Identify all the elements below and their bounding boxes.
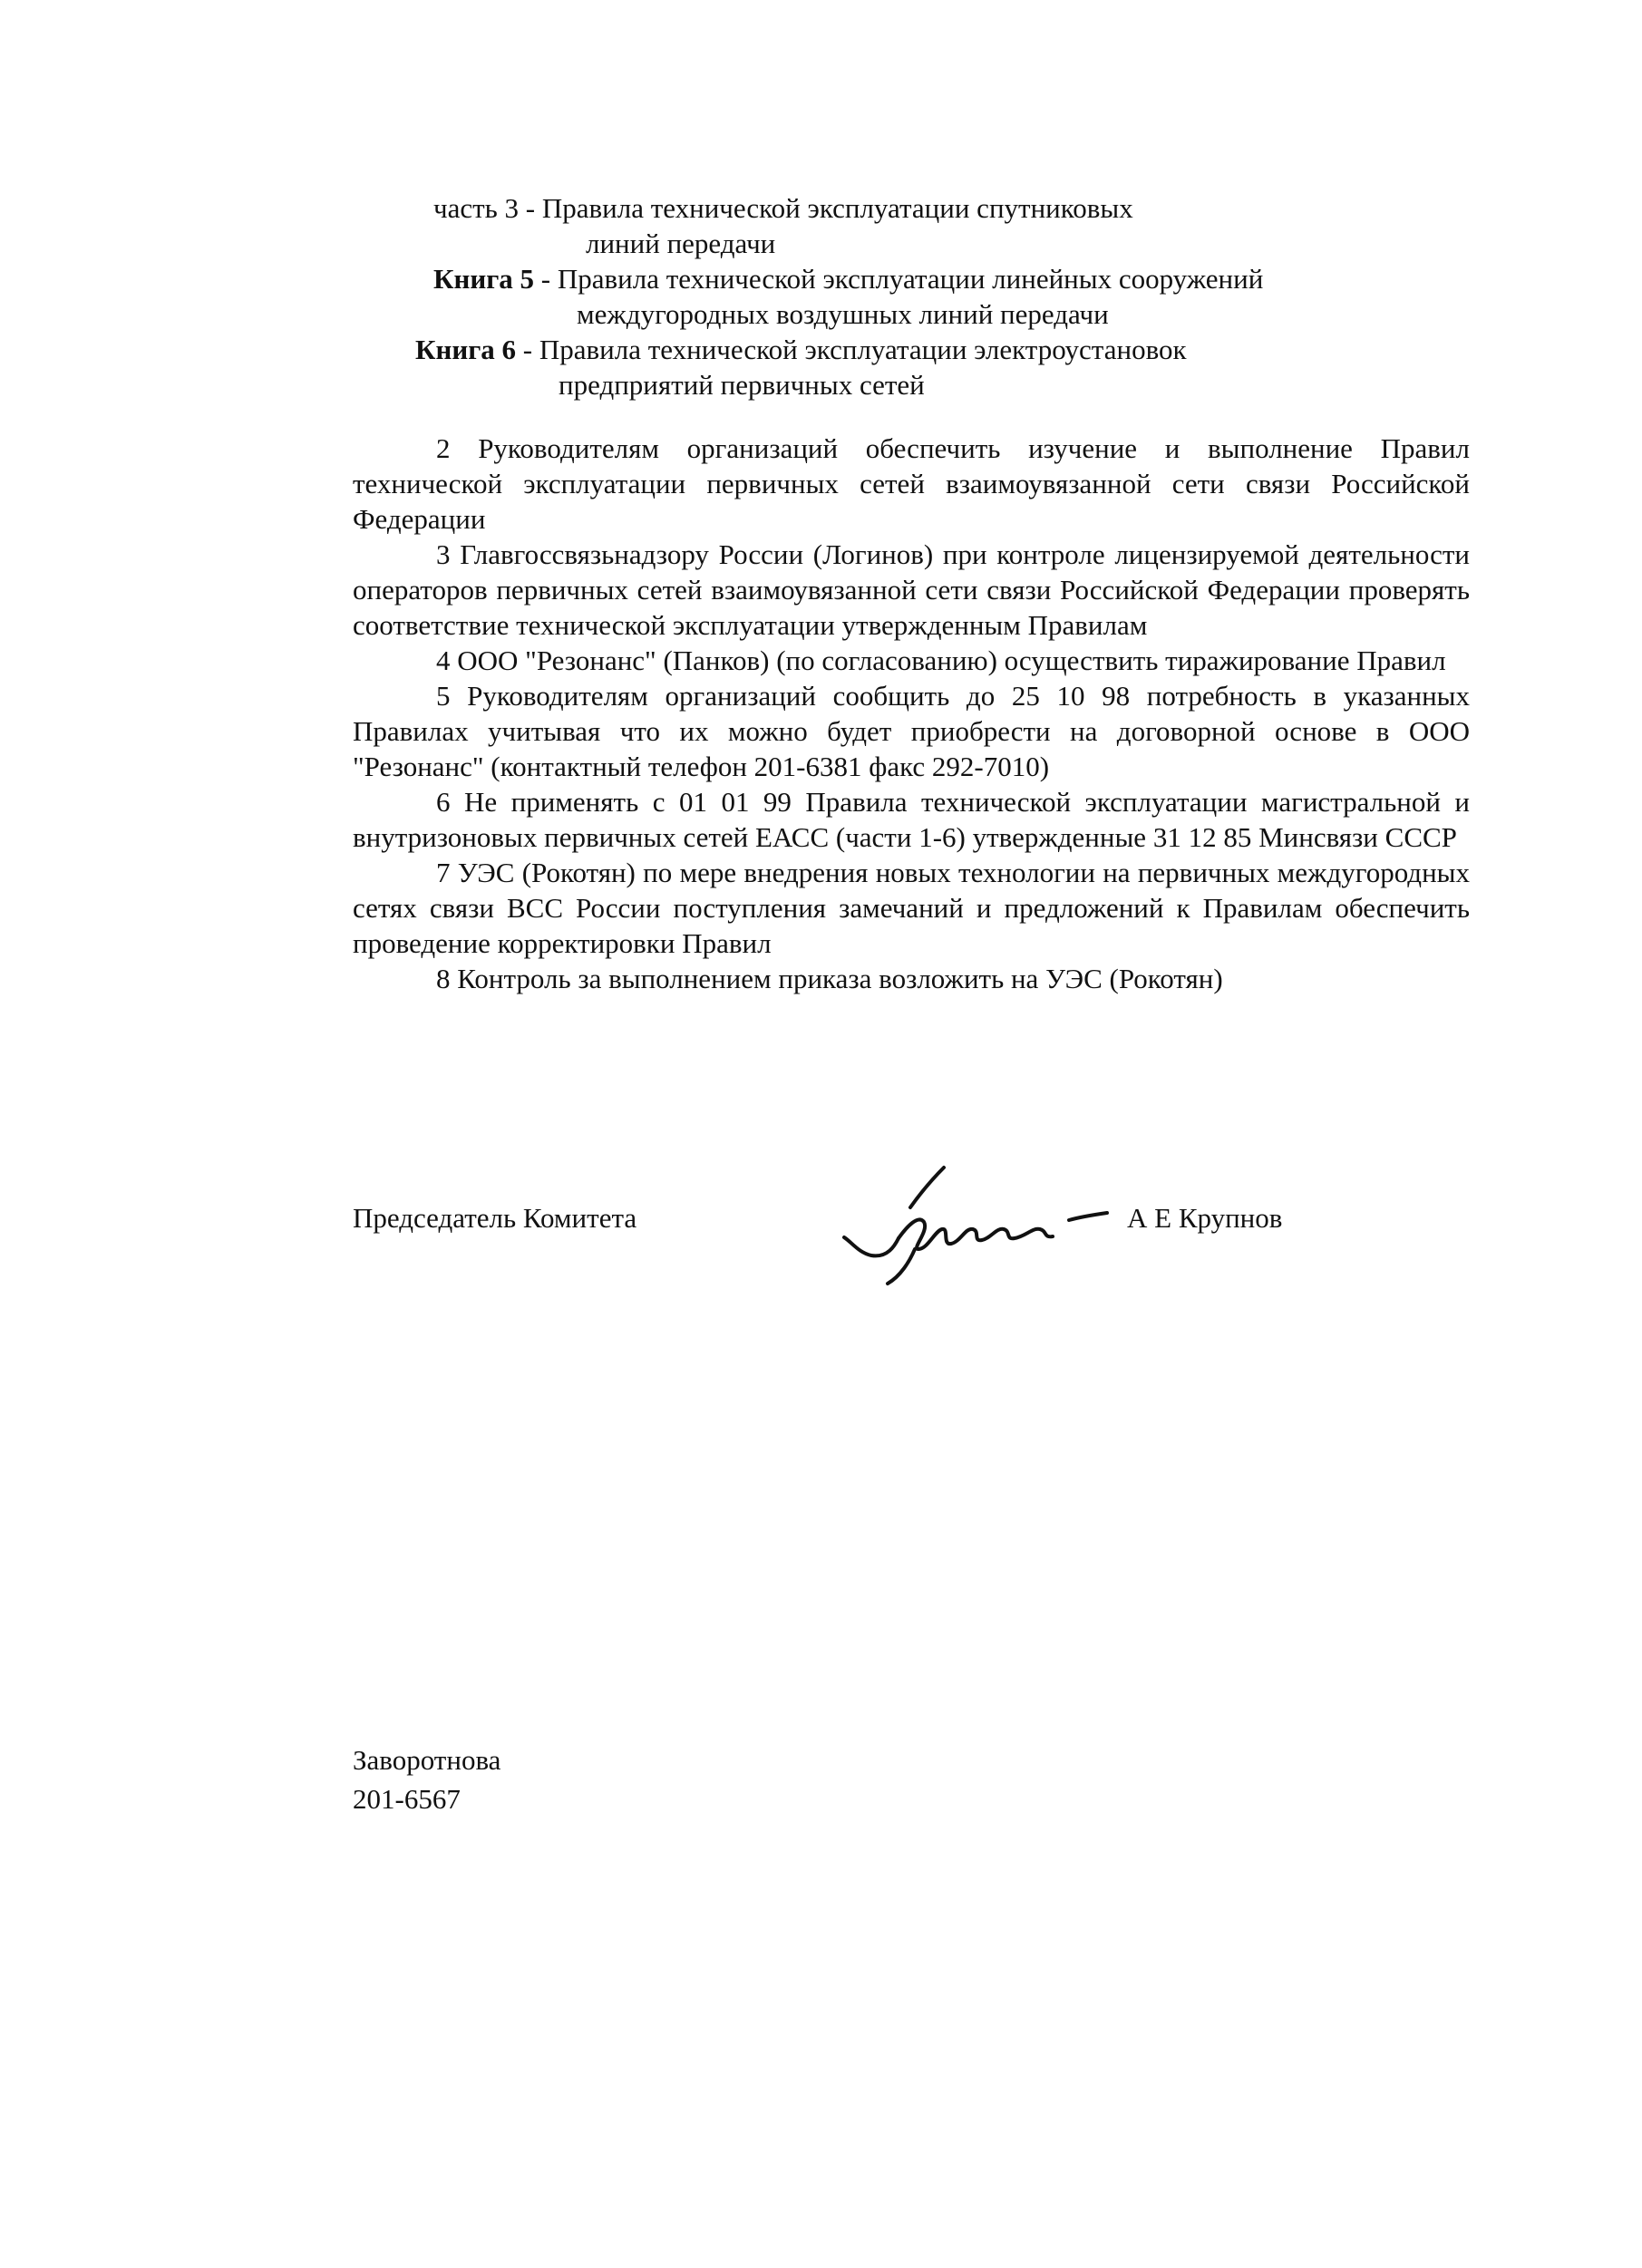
list-item-text: Правила технической эксплуатации электроустановок: [539, 334, 1187, 365]
contact-phone: 201-6567: [353, 1783, 461, 1815]
handwritten-signature: [824, 1151, 1114, 1287]
paragraph-2: 2 Руководителям организаций обеспечить изучение и выполнение Правил технической эксплуатации первичных сетей взаимоувязанной сети связи Российской Федерации: [353, 432, 1470, 535]
list-item-text: Правила технической эксплуатации линейных сооружений: [557, 263, 1264, 295]
list-item-label: -: [534, 263, 558, 295]
list-item-text-cont: предприятий первичных сетей: [559, 369, 925, 401]
rules-list: [415, 190, 1485, 402]
list-item-text-cont: линий передачи: [586, 228, 776, 259]
signatory-name: А Е Крупнов: [1127, 1202, 1283, 1234]
list-item-book-6: [415, 332, 1485, 402]
paragraph-6: 6 Не применять с 01 01 99 Правила технической эксплуатации магистральной и внутризоновых первичных сетей ЕАСС (части 1-6) утвержденные 31 12 85 Минсвязи СССР: [353, 786, 1470, 853]
signature-block: [353, 1184, 1486, 1302]
paragraph-7: 7 УЭС (Рокотян) по мере внедрения новых технологии на первичных междугородных сетях связи ВСС России поступления замечаний и предложений к Правилам обеспечить проведение корректировки Правил: [353, 857, 1470, 959]
list-item-label: -: [516, 334, 539, 365]
paragraph-3: 3 Главгоссвязьнадзору России (Логинов) при контроле лицензируемой деятельности операторов первичных сетей взаимоувязанной сети связи Российской Федерации проверять соответствие технической эксплуатации утвержденным Правилам: [353, 538, 1470, 641]
paragraph-4: 4 ООО "Резонанс" (Панков) (по согласованию) осуществить тиражирование Правил: [436, 645, 1446, 676]
list-item-text-cont: междугородных воздушных линий передачи: [577, 298, 1109, 330]
signatory-title: Председатель Комитета: [353, 1202, 637, 1234]
list-item-label-bold: Книга 5: [433, 263, 535, 295]
list-item-part-3: [433, 190, 1485, 261]
paragraph-5: 5 Руководителям организаций сообщить до 25 10 98 потребность в указанных Правилах учитывая что их можно будет приобрести на договорной основе в ООО "Резонанс" (контактный телефон 201-6381 факс 292-7010): [353, 680, 1470, 782]
paragraph-8: 8 Контроль за выполнением приказа возложить на УЭС (Рокотян): [436, 963, 1223, 994]
order-body: [353, 431, 1470, 996]
list-item-book-5: [433, 261, 1485, 332]
contact-block: [353, 1740, 500, 1818]
list-item-label: часть 3 -: [433, 192, 542, 224]
list-item-text: Правила технической эксплуатации спутниковых: [541, 192, 1133, 224]
list-item-label-bold: Книга 6: [415, 334, 517, 365]
contact-name: Заворотнова: [353, 1744, 501, 1776]
